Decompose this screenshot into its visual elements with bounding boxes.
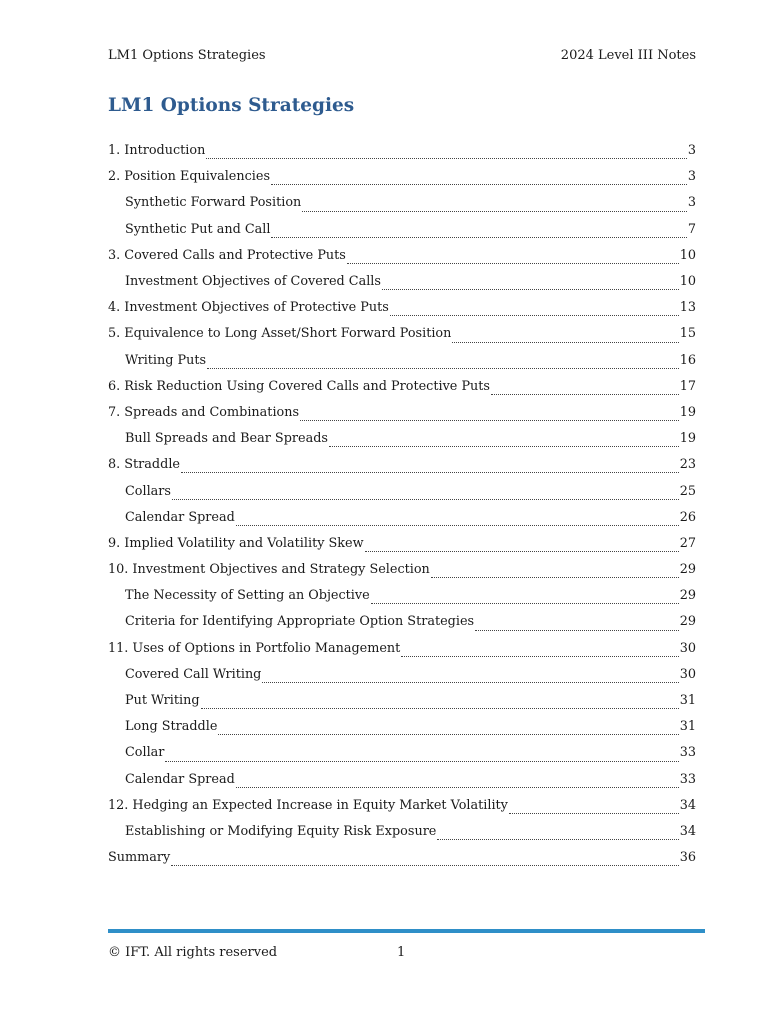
toc-leader-dots (172, 489, 679, 500)
toc-leader-dots (491, 384, 679, 395)
toc-entry-page: 23 (679, 457, 696, 473)
toc-entry-label: Summary (108, 850, 171, 866)
toc-entry[interactable] (108, 819, 696, 845)
toc-entry-page: 30 (679, 640, 696, 656)
toc-leader-dots (401, 646, 678, 657)
toc-entry-label: 2. Position Equivalencies (108, 169, 271, 185)
toc-entry-page: 19 (679, 431, 696, 447)
toc-entry-label: 7. Spreads and Combinations (108, 404, 300, 420)
toc-entry-label: 11. Uses of Options in Portfolio Management (108, 640, 401, 656)
toc-entry-label: 6. Risk Reduction Using Covered Calls and Protective Puts (108, 378, 491, 394)
page-header (108, 46, 696, 66)
toc-leader-dots (431, 567, 679, 578)
toc-entry-label: Put Writing (125, 693, 200, 709)
toc-entry-page: 15 (679, 326, 696, 342)
toc-entry[interactable] (108, 531, 696, 557)
toc-entry-label: Calendar Spread (125, 509, 235, 525)
toc-leader-dots (329, 436, 679, 447)
toc-entry[interactable] (108, 452, 696, 478)
toc-leader-dots (300, 410, 679, 421)
toc-entry-page: 7 (687, 221, 696, 237)
toc-entry-label: 1. Introduction (108, 143, 206, 159)
toc-entry-page: 36 (679, 850, 696, 866)
toc-entry[interactable] (108, 688, 696, 714)
toc-leader-dots (382, 279, 679, 290)
toc-entry-label: Writing Puts (125, 352, 207, 368)
toc-leader-dots (347, 253, 679, 264)
toc-entry-label: 8. Straddle (108, 457, 180, 473)
header-right-text: 2024 Level III Notes (560, 48, 696, 63)
toc-entry[interactable] (108, 662, 696, 688)
toc-leader-dots (262, 672, 678, 683)
footer-divider (108, 929, 705, 933)
toc-entry[interactable] (108, 190, 696, 216)
toc-leader-dots (236, 515, 679, 526)
toc-entry[interactable] (108, 557, 696, 583)
toc-entry[interactable] (108, 269, 696, 295)
toc-entry-page: 25 (679, 483, 696, 499)
toc-entry-label: Bull Spreads and Bear Spreads (125, 431, 328, 447)
toc-entry-page: 34 (679, 823, 696, 839)
toc-entry[interactable] (108, 583, 696, 609)
toc-entry-label: Calendar Spread (125, 771, 235, 787)
toc-entry-page: 29 (679, 588, 696, 604)
toc-entry-page: 3 (687, 169, 696, 185)
toc-entry-label: Investment Objectives of Covered Calls (125, 274, 381, 290)
toc-leader-dots (271, 174, 687, 185)
toc-entry[interactable] (108, 767, 696, 793)
toc-entry-label: 12. Hedging an Expected Increase in Equity Market Volatility (108, 797, 508, 813)
toc-leader-dots (437, 829, 678, 840)
toc-entry-page: 26 (679, 509, 696, 525)
toc-leader-dots (390, 305, 679, 316)
toc-entry-label: Synthetic Forward Position (125, 195, 302, 211)
toc-leader-dots (365, 541, 679, 552)
toc-entry-label: 10. Investment Objectives and Strategy Selection (108, 562, 430, 578)
header-left-text: LM1 Options Strategies (108, 48, 266, 63)
toc-leader-dots (171, 855, 678, 866)
toc-leader-dots (236, 777, 679, 788)
toc-entry-page: 34 (679, 797, 696, 813)
toc-entry-label: 4. Investment Objectives of Protective Puts (108, 300, 389, 316)
toc-entry-label: Collar (125, 745, 165, 761)
toc-entry-label: Collars (125, 483, 171, 499)
toc-entry-page: 27 (679, 535, 696, 551)
toc-entry[interactable] (108, 793, 696, 819)
toc-entry[interactable] (108, 845, 696, 871)
document-title: LM1 Options Strategies (108, 95, 355, 116)
toc-leader-dots (371, 593, 679, 604)
toc-entry-label: 3. Covered Calls and Protective Puts (108, 247, 346, 263)
toc-leader-dots (218, 724, 678, 735)
toc-leader-dots (509, 803, 679, 814)
toc-entry[interactable] (108, 426, 696, 452)
toc-leader-dots (207, 358, 679, 369)
toc-entry[interactable] (108, 609, 696, 635)
toc-leader-dots (475, 620, 679, 631)
toc-entry-label: Criteria for Identifying Appropriate Option Strategies (125, 614, 475, 630)
toc-entry[interactable] (108, 505, 696, 531)
toc-entry[interactable] (108, 138, 696, 164)
toc-entry-page: 33 (679, 771, 696, 787)
toc-leader-dots (181, 462, 679, 473)
table-of-contents (108, 138, 696, 871)
toc-entry[interactable] (108, 478, 696, 504)
toc-entry[interactable] (108, 217, 696, 243)
toc-entry-label: Synthetic Put and Call (125, 221, 271, 237)
toc-entry-page: 13 (679, 300, 696, 316)
toc-entry-page: 3 (687, 143, 696, 159)
toc-entry-page: 16 (679, 352, 696, 368)
toc-entry[interactable] (108, 348, 696, 374)
toc-entry-page: 30 (679, 666, 696, 682)
toc-entry-page: 31 (679, 719, 696, 735)
toc-entry[interactable] (108, 295, 696, 321)
toc-entry[interactable] (108, 740, 696, 766)
toc-entry-page: 3 (687, 195, 696, 211)
toc-entry[interactable] (108, 374, 696, 400)
toc-entry[interactable] (108, 321, 696, 347)
toc-entry-label: Establishing or Modifying Equity Risk Exposure (125, 823, 437, 839)
toc-leader-dots (165, 751, 678, 762)
toc-entry-label: Long Straddle (125, 719, 218, 735)
toc-entry-page: 10 (679, 247, 696, 263)
toc-entry[interactable] (108, 714, 696, 740)
toc-leader-dots (452, 332, 678, 343)
toc-entry-label: The Necessity of Setting an Objective (125, 588, 370, 604)
toc-entry-label: 9. Implied Volatility and Volatility Skew (108, 535, 364, 551)
toc-entry[interactable] (108, 243, 696, 269)
footer-copyright: © IFT. All rights reserved (108, 945, 278, 960)
toc-leader-dots (206, 148, 687, 159)
toc-entry-page: 31 (679, 693, 696, 709)
footer-page-number: 1 (397, 945, 406, 960)
toc-entry[interactable] (108, 636, 696, 662)
toc-entry-page: 19 (679, 404, 696, 420)
toc-leader-dots (271, 227, 686, 238)
toc-leader-dots (302, 201, 687, 212)
toc-entry[interactable] (108, 164, 696, 190)
toc-entry-page: 33 (679, 745, 696, 761)
toc-entry-page: 29 (679, 614, 696, 630)
toc-entry-page: 29 (679, 562, 696, 578)
toc-entry-label: Covered Call Writing (125, 666, 262, 682)
toc-entry-label: 5. Equivalence to Long Asset/Short Forward Position (108, 326, 452, 342)
toc-entry-page: 17 (679, 378, 696, 394)
toc-entry[interactable] (108, 400, 696, 426)
toc-entry-page: 10 (679, 274, 696, 290)
toc-leader-dots (201, 698, 679, 709)
